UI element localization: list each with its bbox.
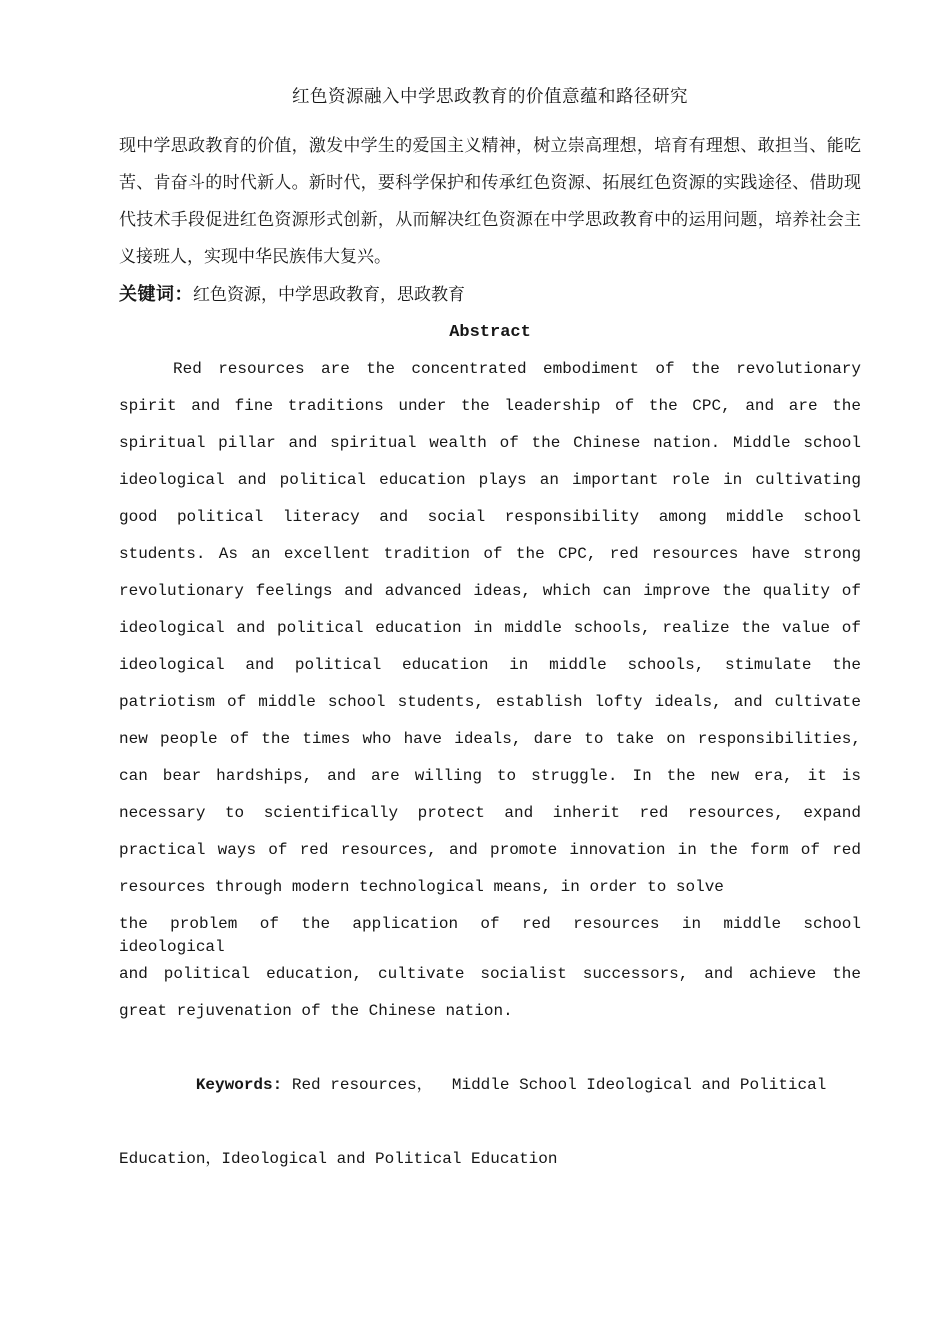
english-abstract-closing xyxy=(119,956,861,1030)
chinese-abstract-paragraph xyxy=(119,128,861,276)
english-abstract-line: revolutionary feelings and advanced ideas, which can improve the quality of xyxy=(119,582,861,600)
english-abstract-line: spiritual pillar and spiritual wealth of the Chinese nation. Middle school xyxy=(119,434,861,452)
chinese-abstract-line: 苦、肯奋斗的时代新人。新时代，要科学保护和传承红色资源、拓展红色资源的实践途径、借助现 xyxy=(119,173,861,193)
english-abstract-line: ideological and political education in middle schools, realize the value of xyxy=(119,619,861,637)
english-abstract-line: great rejuvenation of the Chinese nation. xyxy=(119,1002,513,1020)
chinese-abstract-line: 义接班人，实现中华民族伟大复兴。 xyxy=(119,247,391,267)
english-abstract-line: good political literacy and social responsibility among middle school xyxy=(119,508,861,526)
english-abstract-line: practical ways of red resources, and promote innovation in the form of red xyxy=(119,841,861,859)
english-abstract-paragraph xyxy=(119,351,861,906)
keywords-en-line2: Education，Ideological and Political Education xyxy=(119,1150,558,1168)
keywords-en-label: Keywords: xyxy=(195,1076,283,1094)
chinese-abstract-line: 代技术手段促进红色资源形式创新，从而解决红色资源在中学思政教育中的运用问题，培养社会主 xyxy=(119,210,861,230)
chinese-abstract-line: 现中学思政教育的价值，激发中学生的爱国主义精神，树立崇高理想，培育有理想、敢担当、能吃 xyxy=(119,136,861,156)
english-abstract-line: can bear hardships, and are willing to struggle. In the new era, it is xyxy=(119,767,861,785)
english-abstract-continuation xyxy=(119,913,861,959)
keywords-zh-line xyxy=(119,276,861,314)
document-content xyxy=(0,84,950,1178)
english-abstract-line: necessary to scientifically protect and inherit red resources, expand xyxy=(119,804,861,822)
keywords-en-section xyxy=(119,1030,861,1178)
english-abstract-line: students. As an excellent tradition of the CPC, red resources have strong xyxy=(119,545,861,563)
english-abstract-line: patriotism of middle school students, establish lofty ideals, and cultivate xyxy=(119,693,861,711)
english-abstract-line: new people of the times who have ideals, dare to take on responsibilities, xyxy=(119,730,861,748)
english-abstract-line: and political education, cultivate socialist successors, and achieve the xyxy=(119,965,861,983)
keywords-zh-text: 红色资源，中学思政教育，思政教育 xyxy=(193,285,465,305)
english-abstract-line: resources through modern technological means, in order to solve xyxy=(119,878,724,896)
english-abstract-line: Red resources are the concentrated embodiment of the revolutionary xyxy=(173,360,861,378)
english-abstract-line: ideological and political education plays an important role in cultivating xyxy=(119,471,861,489)
document-title: 红色资源融入中学思政教育的价值意蕴和路径研究 xyxy=(292,87,688,107)
keywords-en-line1 xyxy=(119,1030,861,1141)
english-abstract-line: the problem of the application of red resources in middle school xyxy=(119,915,861,933)
keywords-zh-label: 关键词： xyxy=(119,284,193,305)
english-abstract-line: ideological xyxy=(119,938,225,956)
english-abstract-line: ideological and political education in middle schools, stimulate the xyxy=(119,656,861,674)
keywords-en-text: Red resources， Middle School Ideological and Political xyxy=(282,1076,827,1094)
english-abstract-line: spirit and fine traditions under the leadership of the CPC, and are the xyxy=(119,397,861,415)
abstract-heading: Abstract xyxy=(449,323,531,342)
